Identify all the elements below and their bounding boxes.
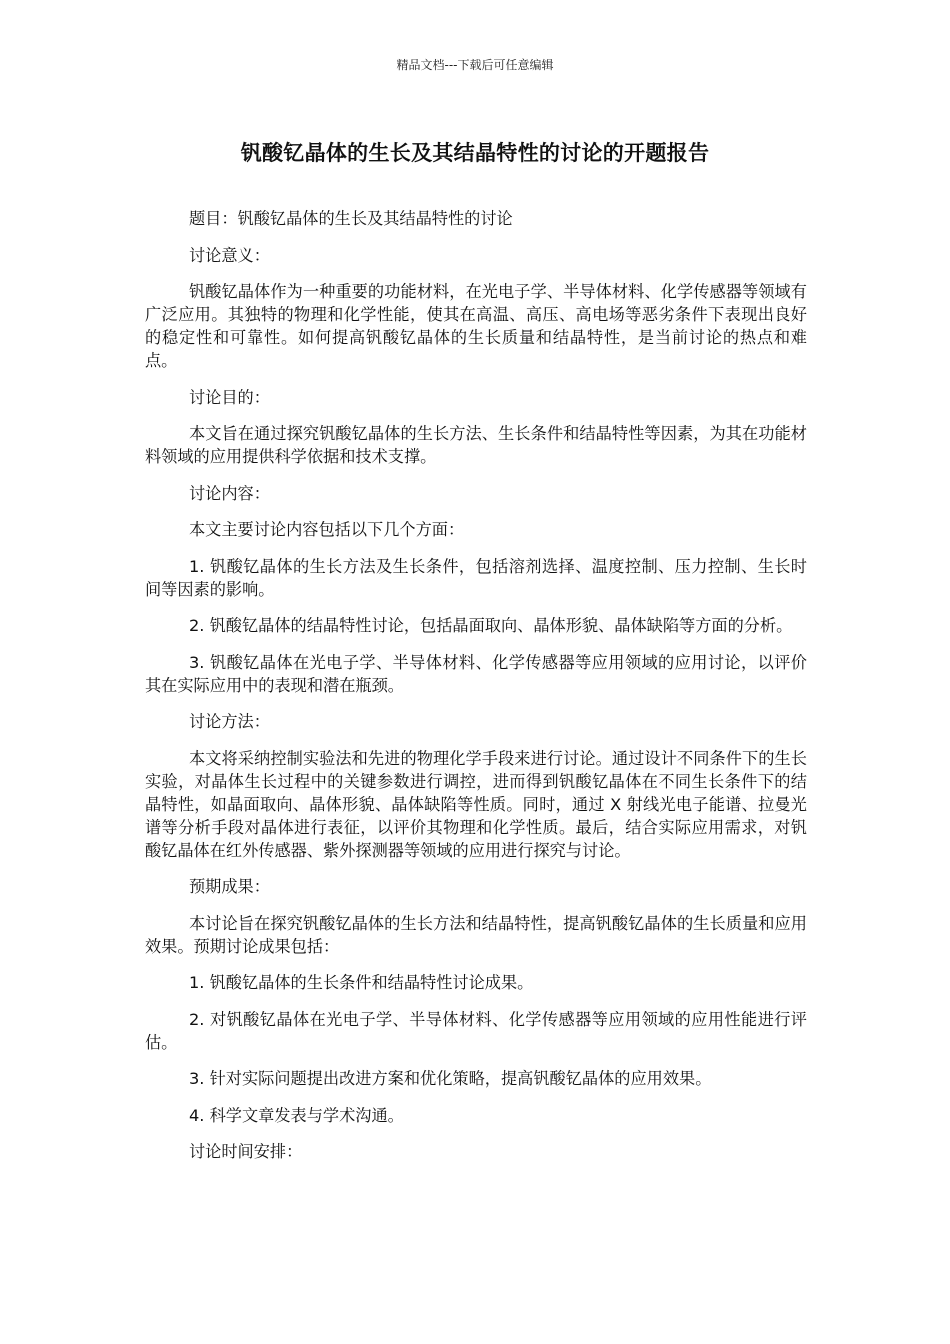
section-heading-purpose: 讨论目的：	[189, 387, 270, 407]
outcome-item-3: 3. 针对实际问题提出改进方案和优化策略，提高钒酸钇晶体的应用效果。	[189, 1069, 712, 1088]
paragraph-significance: 钒酸钇晶体作为一种重要的功能材料，在光电子学、半导体材料、化学传感器等领域有广泛应用。其独特的物理和化学性能，使其在高温、高压、高电场等恶劣条件下表现出良好的稳定性和可靠性。如何提高钒酸钇晶体的生长质量和结晶特性，是当前讨论的热点和难点。	[145, 282, 807, 370]
document-title: 钒酸钇晶体的生长及其结晶特性的讨论的开题报告	[240, 141, 710, 165]
section-heading-schedule: 讨论时间安排：	[189, 1142, 303, 1161]
section-heading-content: 讨论内容：	[189, 483, 270, 503]
content-item-1: 1. 钒酸钇晶体的生长方法及生长条件，包括溶剂选择、温度控制、压力控制、生长时间等因素的影响。	[145, 556, 807, 599]
paragraph-outcomes-intro: 本讨论旨在探究钒酸钇晶体的生长方法和结晶特性，提高钒酸钇晶体的生长质量和应用效果。预期讨论成果包括：	[145, 913, 807, 956]
paragraph-method: 本文将采纳控制实验法和先进的物理化学手段来进行讨论。通过设计不同条件下的生长实验，对晶体生长过程中的关键参数进行调控，进而得到钒酸钇晶体在不同生长条件下的结晶特性，如晶面取向、晶体形貌、晶体缺陷等性质。同时，通过 X 射线光电子能谱、拉曼光谱等分析手段对晶体进行表征，以评价其物理和化学性质。最后，结合实际应用需求，对钒酸钇晶体在红外传感器、紫外探测器等领域的应用进行探究与讨论。	[145, 748, 807, 860]
paragraph-content-intro: 本文主要讨论内容包括以下几个方面：	[189, 520, 465, 539]
paragraph-purpose: 本文旨在通过探究钒酸钇晶体的生长方法、生长条件和结晶特性等因素，为其在功能材料领域的应用提供科学依据和技术支撑。	[145, 424, 807, 466]
section-heading-outcomes: 预期成果：	[189, 877, 270, 896]
content-item-3: 3. 钒酸钇晶体在光电子学、半导体材料、化学传感器等应用领域的应用讨论，以评价其在实际应用中的表现和潜在瓶颈。	[145, 652, 807, 695]
section-heading-significance: 讨论意义：	[189, 245, 270, 265]
page-header: 精品文档---下载后可任意编辑	[396, 58, 554, 72]
content-item-2: 2. 钒酸钇晶体的结晶特性讨论，包括晶面取向、晶体形貌、晶体缺陷等方面的分析。	[189, 616, 793, 635]
outcome-item-4: 4. 科学文章发表与学术沟通。	[189, 1105, 404, 1125]
outcome-item-2: 2. 对钒酸钇晶体在光电子学、半导体材料、化学传感器等应用领域的应用性能进行评估。	[145, 1009, 807, 1052]
topic-line: 题目：钒酸钇晶体的生长及其结晶特性的讨论	[189, 209, 513, 228]
section-heading-method: 讨论方法：	[189, 712, 270, 731]
document-body	[145, 207, 807, 1177]
outcome-item-1: 1. 钒酸钇晶体的生长条件和结晶特性讨论成果。	[189, 973, 534, 992]
